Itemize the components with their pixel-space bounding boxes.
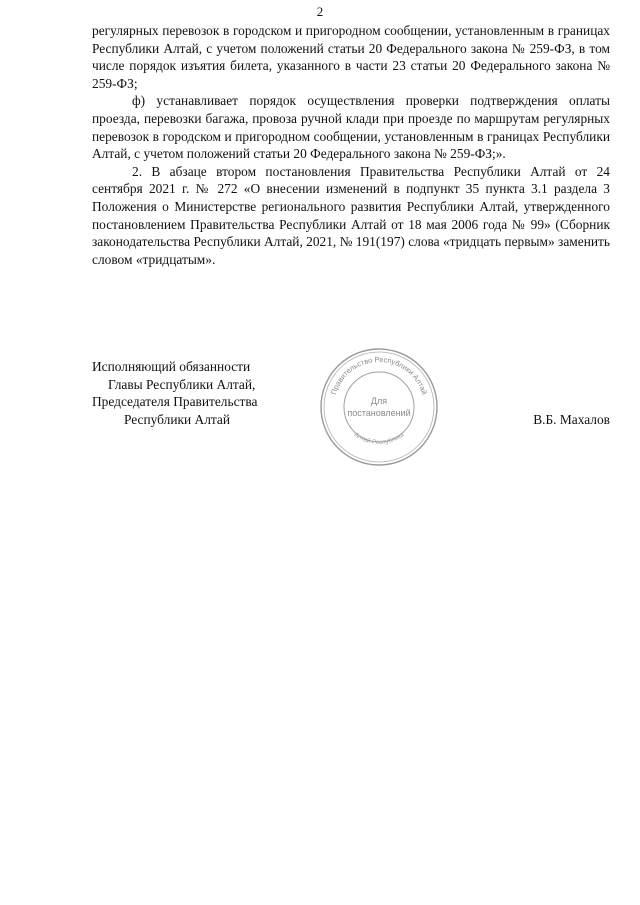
signature-block — [92, 358, 292, 428]
paragraph-item-f: ф) устанавливает порядок осуществления проверки подтверждения оплаты проезда, перевозки багажа, провоза ручной клади при проезде по маршрутам регулярных перевозок в городском и пригородном сообщении, установленным в границах Республики Алтай, с учетом положений статьи 20 Федерального закона № 259-ФЗ;». — [92, 93, 610, 162]
signatory-title-line: Исполняющий обязанности — [92, 359, 251, 374]
signatory-title-line: Главы Республики Алтай, — [108, 376, 256, 392]
official-seal-stamp — [318, 346, 440, 468]
seal-center-line1: Для — [370, 396, 388, 406]
seal-graphic — [318, 346, 440, 468]
seal-ring-text: Правительство Республики Алтай — [328, 354, 430, 396]
document-body — [92, 22, 610, 268]
signatory-title-line: Республики Алтай — [124, 411, 231, 427]
page-number: 2 — [316, 4, 324, 19]
seal-center-ring — [344, 372, 414, 442]
seal-ring-text-bottom: Алтай Республика — [352, 431, 406, 447]
paragraph-item-2: 2. В абзаце втором постановления Правительства Республики Алтай от 24 сентября 2021 г. № 272 «О внесении изменений в подпункт 35 пункта 3.1 раздела 3 Положения о Министерстве регионального развития Республики Алтай, утвержденного постановлением Правительства Республики Алтай от 18 мая 2006 года № 99» (Сборник законодательства Республики Алтай, 2021, № 191(197) слова «тридцать первым» заменить словом «тридцатым». — [92, 163, 610, 267]
seal-outer-ring — [321, 349, 437, 465]
signatory-title-line: Председателя Правительства — [92, 394, 258, 410]
signatory-name: В.Б. Махалов — [533, 412, 610, 427]
paragraph-continuation: регулярных перевозок в городском и пригородном сообщении, установленным в границах Республики Алтай, с учетом положений статьи 20 Федерального закона № 259-ФЗ, в том числе порядок изъятия билета, указанного в части 23 статьи 20 Федерального закона № 259-ФЗ; — [92, 23, 610, 91]
seal-center-line2: постановлений — [347, 408, 411, 418]
